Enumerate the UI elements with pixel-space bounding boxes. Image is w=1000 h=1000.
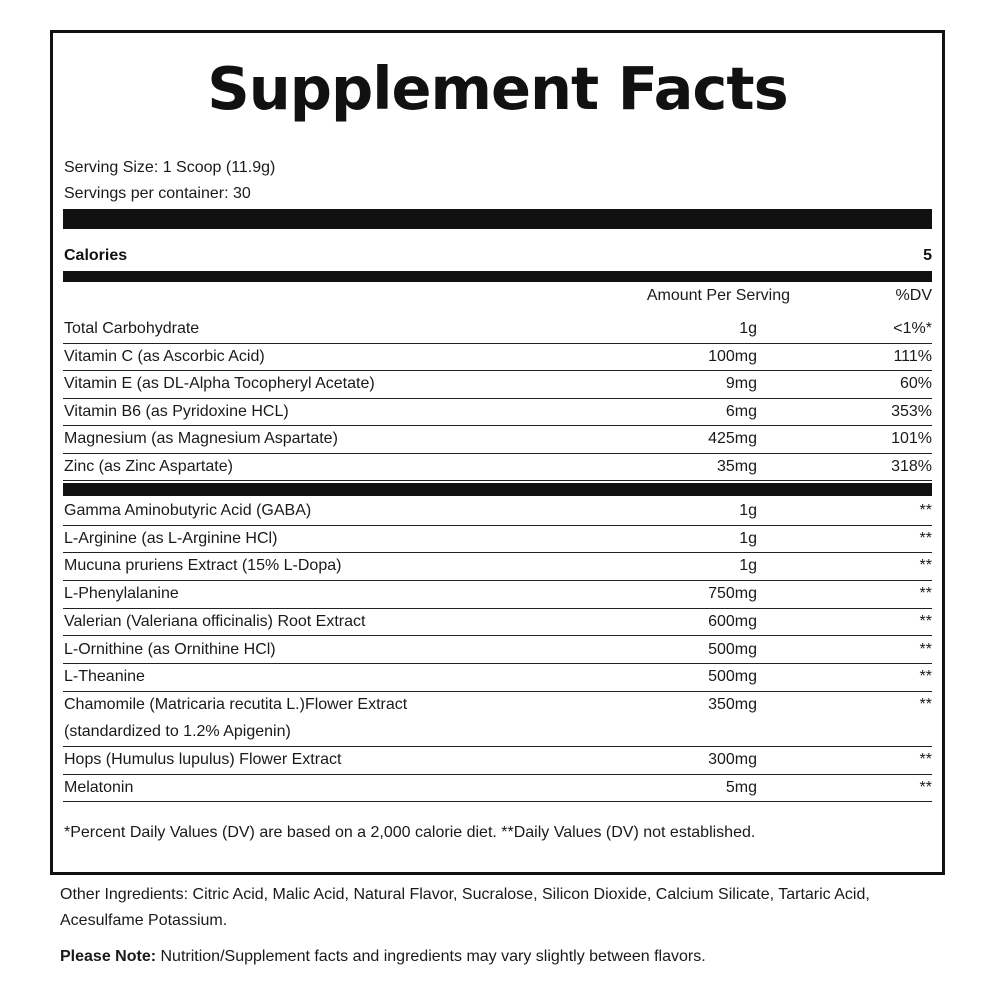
row-name: Vitamin B6 (as Pyridoxine HCL) <box>64 402 289 420</box>
row-subline: (standardized to 1.2% Apigenin) <box>64 722 291 740</box>
row-amount: 1g <box>739 502 757 519</box>
row-dv: ** <box>919 668 932 686</box>
amount-column-header: Amount Per Serving <box>646 287 790 304</box>
row-amount: 1g <box>739 320 757 337</box>
row-name: Gamma Aminobutyric Acid (GABA) <box>64 502 312 519</box>
row-dv: 318% <box>891 457 932 475</box>
row-amount: 1g <box>739 557 757 575</box>
table-row <box>63 426 932 454</box>
row-name: Vitamin C (as Ascorbic Acid) <box>64 347 265 365</box>
calories-value: 5 <box>923 247 932 264</box>
row-name: Chamomile (Matricaria recutita L.)Flower Extract <box>64 695 408 713</box>
other-ingredients: Other Ingredients: Citric Acid, Malic Acid, Natural Flavor, Sucralose, Silicon Dioxide, Calcium Silicate, Tartaric Acid, Acesulfame Potassium. <box>60 886 870 929</box>
table-row <box>63 609 932 637</box>
please-note-text: Nutrition/Supplement facts and ingredients may vary slightly between flavors. <box>156 948 706 965</box>
table-row <box>63 399 932 427</box>
calories-divider <box>63 271 932 282</box>
page-title: Supplement Facts <box>207 54 788 123</box>
row-amount: 6mg <box>725 402 757 420</box>
row-dv: ** <box>919 529 932 547</box>
row-dv: ** <box>919 612 932 630</box>
table-row <box>63 316 932 344</box>
servings-per-container: Servings per container: 30 <box>64 185 251 202</box>
row-name: L-Ornithine (as Ornithine HCl) <box>64 640 276 658</box>
row-name: Hops (Humulus lupulus) Flower Extract <box>64 750 342 768</box>
table-row <box>63 692 932 747</box>
row-dv: <1%* <box>893 320 932 337</box>
row-name: Zinc (as Zinc Aspartate) <box>64 457 233 475</box>
please-note <box>60 948 706 966</box>
blend-divider <box>63 483 932 496</box>
row-amount: 35mg <box>716 457 757 475</box>
row-dv: ** <box>919 557 932 575</box>
row-amount: 425mg <box>708 430 757 447</box>
row-amount: 1g <box>739 529 757 547</box>
row-amount: 750mg <box>708 585 757 603</box>
calories-label: Calories <box>64 247 128 264</box>
serving-size: Serving Size: 1 Scoop (11.9g) <box>64 159 276 176</box>
row-name: L-Arginine (as L-Arginine HCl) <box>64 529 278 547</box>
row-dv: ** <box>919 585 932 603</box>
row-name: Melatonin <box>64 778 134 796</box>
row-dv: ** <box>919 640 932 658</box>
table-row <box>63 526 932 554</box>
row-name: Magnesium (as Magnesium Aspartate) <box>64 430 338 447</box>
row-dv: ** <box>919 778 932 796</box>
row-amount: 500mg <box>708 668 757 686</box>
footnote: *Percent Daily Values (DV) are based on a 2,000 calorie diet. **Daily Values (DV) not established. <box>64 824 756 841</box>
table-row <box>63 553 932 581</box>
row-dv: 111% <box>893 347 932 365</box>
row-name: L-Theanine <box>64 668 145 686</box>
row-amount: 9mg <box>725 375 757 392</box>
row-name: Valerian (Valeriana officinalis) Root Extract <box>64 612 366 630</box>
row-amount: 350mg <box>708 695 757 713</box>
row-amount: 500mg <box>708 640 757 658</box>
table-row <box>63 344 932 372</box>
row-amount: 100mg <box>708 347 757 365</box>
row-name: Vitamin E (as DL-Alpha Tocopheryl Acetate) <box>64 375 375 392</box>
table-row <box>63 747 932 775</box>
row-amount: 300mg <box>708 750 757 768</box>
row-dv: 60% <box>899 375 932 392</box>
row-dv: ** <box>919 750 932 768</box>
row-dv: ** <box>919 502 932 519</box>
table-row <box>63 454 932 482</box>
table-row <box>63 664 932 692</box>
table-row <box>63 775 932 803</box>
please-note-label: Please Note: <box>60 948 157 965</box>
row-name: L-Phenylalanine <box>64 585 179 603</box>
row-amount: 5mg <box>725 778 757 796</box>
row-dv: 101% <box>891 430 932 447</box>
supplement-facts-panel <box>50 30 945 875</box>
row-dv: ** <box>919 695 932 713</box>
thick-divider <box>63 209 932 229</box>
row-name: Mucuna pruriens Extract (15% L-Dopa) <box>64 557 342 575</box>
row-dv: 353% <box>891 402 932 420</box>
row-amount: 600mg <box>708 612 757 630</box>
row-name: Total Carbohydrate <box>64 320 200 337</box>
table-row <box>63 637 932 665</box>
table-row <box>63 498 932 526</box>
table-row <box>63 581 932 609</box>
dv-column-header: %DV <box>895 287 932 304</box>
table-row <box>63 371 932 399</box>
